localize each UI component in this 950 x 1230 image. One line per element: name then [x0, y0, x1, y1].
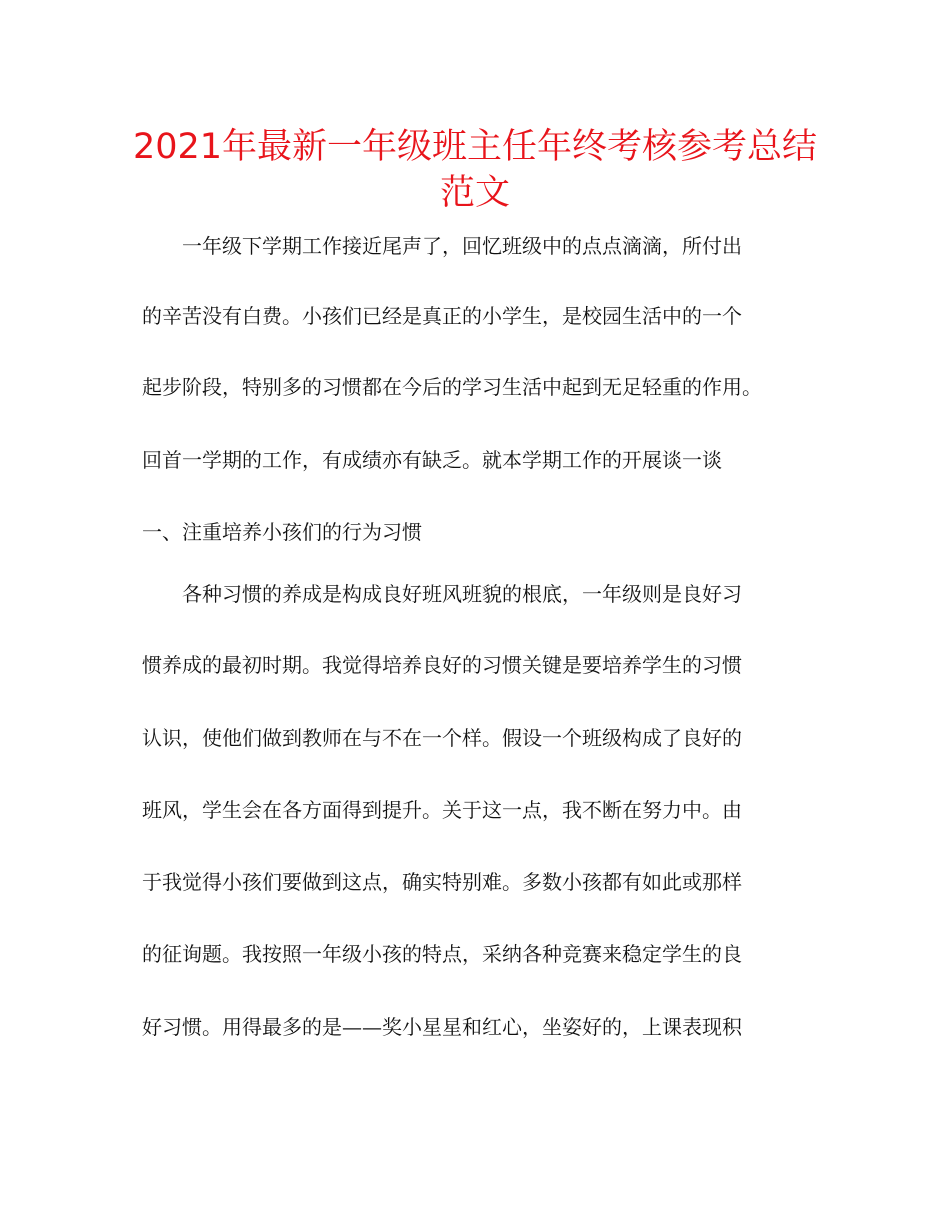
body-line: 认识，使他们做到教师在与不在一个样。假设一个班级构成了良好的 — [142, 726, 742, 750]
document-title: 2021年最新一年级班主任年终考核参考总结范文 — [132, 127, 818, 213]
body-line: 于我觉得小孩们要做到这点，确实特别难。多数小孩都有如此或那样 — [142, 870, 742, 894]
body-line: 起步阶段，特别多的习惯都在今后的学习生活中起到无足轻重的作用。 — [142, 375, 762, 399]
body-line: 好习惯。用得最多的是——奖小星星和红心，坐姿好的，上课表现积 — [142, 1015, 742, 1039]
body-line: 班风，学生会在各方面得到提升。关于这一点，我不断在努力中。由 — [142, 798, 742, 822]
body-line: 惯养成的最初时期。我觉得培养良好的习惯关键是要培养学生的习惯 — [142, 653, 742, 677]
body-line: 的辛苦没有白费。小孩们已经是真正的小学生，是校园生活中的一个 — [142, 304, 742, 328]
body-line: 回首一学期的工作，有成绩亦有缺乏。就本学期工作的开展谈一谈 — [142, 448, 722, 472]
body-line: 一年级下学期工作接近尾声了，回忆班级中的点点滴滴，所付出 — [142, 234, 742, 258]
section-heading: 一、注重培养小孩们的行为习惯 — [142, 520, 422, 544]
body-line: 各种习惯的养成是构成良好班风班貌的根底，一年级则是良好习 — [142, 582, 742, 606]
body-line: 的征询题。我按照一年级小孩的特点，采纳各种竞赛来稳定学生的良 — [142, 942, 742, 966]
